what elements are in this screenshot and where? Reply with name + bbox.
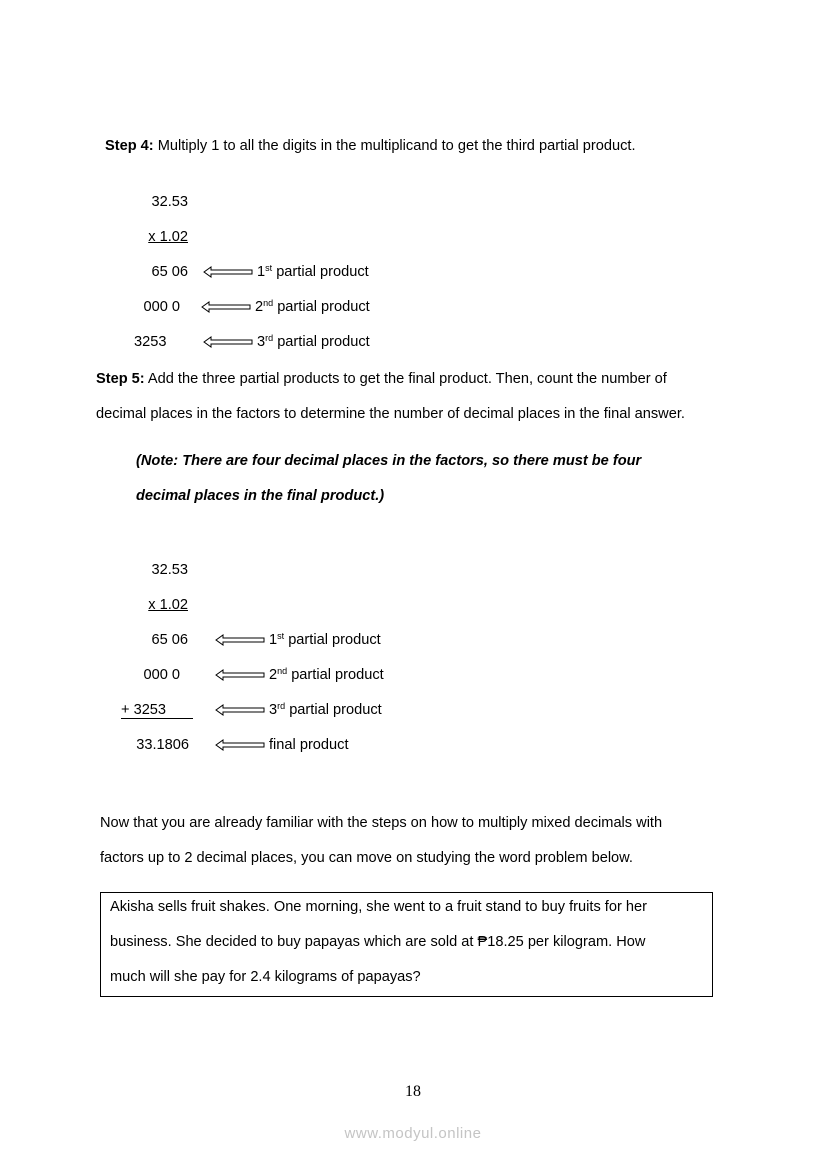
step-4	[105, 137, 636, 155]
partial-product-1-label: 1st partial product	[269, 631, 381, 648]
partial-product-1: 65 06	[151, 632, 188, 648]
step-5-line-2: decimal places in the factors to determine the number of decimal places in the final answer.	[96, 406, 685, 422]
multiplier: x 1.02	[148, 229, 188, 245]
left-arrow-icon	[215, 739, 265, 751]
partial-product-1-label: 1st partial product	[257, 263, 369, 280]
final-product: 33.1806	[136, 737, 189, 753]
step-5-label: Step 5:	[96, 371, 145, 387]
left-arrow-icon	[215, 704, 265, 716]
problem-line-1: Akisha sells fruit shakes. One morning, she went to a fruit stand to buy fruits for her	[110, 899, 647, 915]
problem-line-3: much will she pay for 2.4 kilograms of papayas?	[110, 969, 421, 985]
partial-product-2: 000 0	[143, 667, 180, 683]
watermark: www.modyul.online	[344, 1125, 482, 1142]
problem-line-2: business. She decided to buy papayas which are sold at ₱18.25 per kilogram. How	[110, 934, 646, 950]
left-arrow-icon	[215, 669, 265, 681]
note-line-1: (Note: There are four decimal places in the factors, so there must be four	[136, 453, 642, 469]
final-product-label: final product	[269, 737, 349, 753]
step-4-label: Step 4:	[105, 138, 154, 154]
partial-product-1: 65 06	[151, 264, 188, 280]
intro-line-1: Now that you are already familiar with the steps on how to multiply mixed decimals with	[100, 815, 663, 831]
left-arrow-icon	[203, 266, 253, 278]
sum-underline	[121, 718, 193, 719]
page-number: 18	[405, 1083, 421, 1100]
partial-product-3-label: 3rd partial product	[257, 333, 370, 350]
multiplicand-2: 32.53	[151, 562, 188, 578]
step-5-line-1	[96, 370, 667, 388]
partial-product-2: 000 0	[143, 299, 180, 315]
step-5-text: Add the three partial products to get the final product. Then, count the number of	[144, 371, 667, 387]
intro-line-2: factors up to 2 decimal places, you can move on studying the word problem below.	[100, 850, 633, 866]
left-arrow-icon	[215, 634, 265, 646]
step-4-text: Multiply 1 to all the digits in the multiplicand to get the third partial product.	[153, 138, 636, 154]
partial-product-3-label: 3rd partial product	[269, 701, 382, 718]
note-line-2: decimal places in the final product.)	[136, 488, 385, 504]
left-arrow-icon	[203, 336, 253, 348]
partial-product-3: + 3253	[121, 702, 167, 718]
partial-product-3: 3253	[134, 334, 167, 350]
left-arrow-icon	[201, 301, 251, 313]
multiplicand: 32.53	[151, 194, 188, 210]
multiplier-2: x 1.02	[148, 597, 188, 613]
partial-product-2-label: 2nd partial product	[255, 298, 370, 315]
partial-product-2-label: 2nd partial product	[269, 666, 384, 683]
